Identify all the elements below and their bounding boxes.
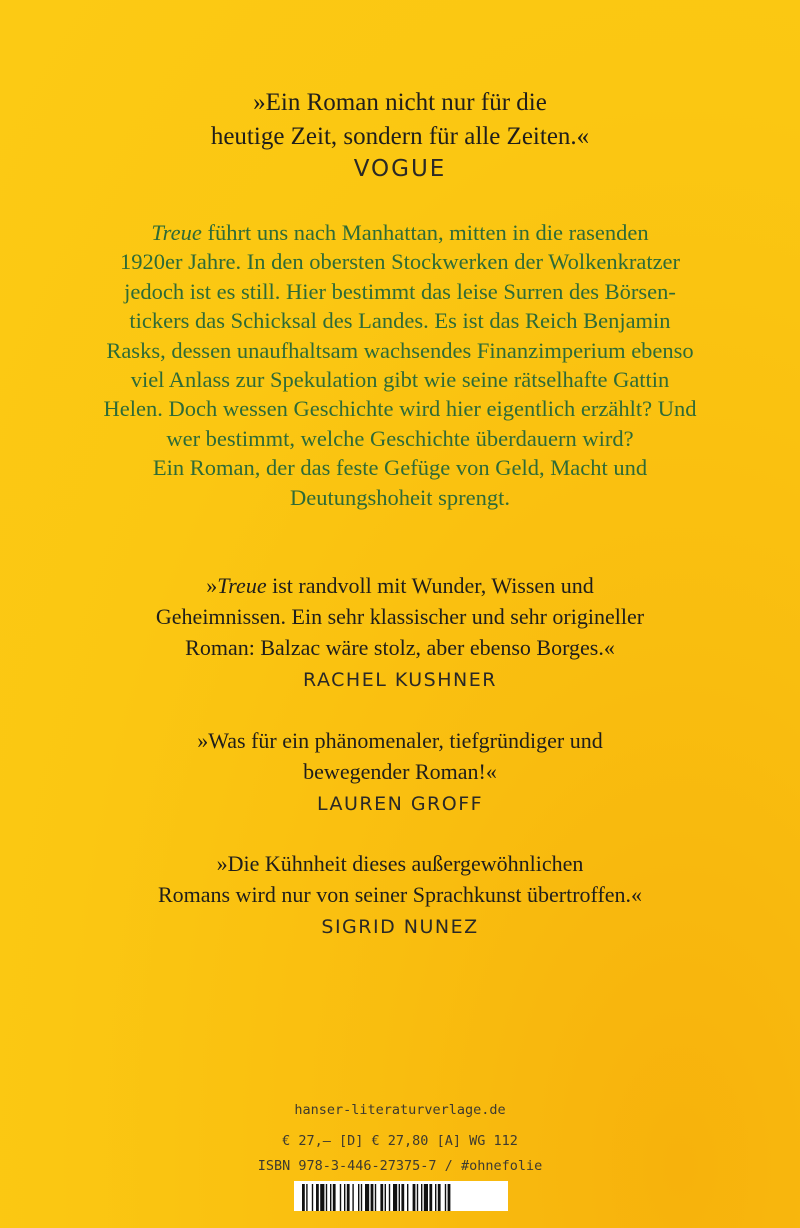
barcode — [294, 1181, 508, 1211]
barcode-bar — [417, 1184, 418, 1211]
blurb-title-word: Treue — [151, 220, 202, 245]
quote-text — [0, 725, 800, 787]
barcode-bar — [316, 1184, 319, 1211]
quote-nunez — [0, 848, 800, 938]
barcode-bar — [358, 1184, 359, 1211]
quote-groff — [0, 725, 800, 815]
quote-text — [0, 848, 800, 910]
barcode-bar — [371, 1184, 374, 1211]
barcode-bar — [306, 1184, 307, 1211]
blurb-line: Ein Roman, der das feste Gefüge von Geld, Macht und — [152, 455, 648, 481]
quote-title-word: Treue — [217, 573, 267, 598]
blurb-line: viel Anlass zur Spekulation gibt wie seine rätselhafte Gattin — [130, 367, 670, 393]
barcode-bar — [340, 1184, 341, 1211]
quote-line: Geheimnissen. Ein sehr klassischer und sehr origineller — [155, 604, 645, 629]
quote-first-line-rest: ist randvoll mit Wunder, Wissen und — [266, 573, 594, 598]
quote-source: RACHEL KUSHNER — [303, 669, 497, 691]
barcode-bar — [445, 1184, 446, 1211]
top-quote-source: VOGUE — [353, 156, 447, 182]
barcode-bar — [401, 1184, 404, 1211]
barcode-bar — [361, 1184, 362, 1211]
blurb-line: 1920er Jahre. In den obersten Stockwerken der Wolkenkratzer — [119, 249, 681, 275]
barcode-bar — [424, 1184, 428, 1211]
barcode-bar — [448, 1184, 451, 1211]
blurb-line: Helen. Doch wessen Geschichte wird hier eigentlich erzählt? Und — [103, 396, 697, 422]
blurb-line — [0, 218, 800, 247]
barcode-graphic — [294, 1181, 508, 1211]
barcode-bar — [344, 1184, 345, 1211]
top-quote-line: »Ein Roman nicht nur für die — [253, 89, 547, 116]
quote-open-mark: » — [206, 573, 218, 598]
barcode-bar — [375, 1184, 376, 1211]
barcode-bar — [435, 1184, 436, 1211]
barcode-bar — [333, 1184, 336, 1211]
quote-text — [0, 570, 800, 663]
blurb-line: wer bestimmt, welche Geschichte überdauern wird? — [166, 425, 634, 451]
barcode-bar — [389, 1184, 390, 1211]
barcode-bar — [413, 1184, 416, 1211]
blurb-line: jedoch ist es still. Hier bestimmt das leise Surren des Börsen- — [124, 278, 676, 304]
barcode-bar — [347, 1184, 350, 1211]
blurb — [0, 218, 800, 512]
quote-kushner — [0, 570, 800, 691]
barcode-bar — [407, 1184, 408, 1211]
publisher-info — [0, 1098, 800, 1179]
barcode-bar — [365, 1184, 369, 1211]
barcode-bar — [393, 1184, 397, 1211]
quote-line: bewegender Roman!« — [303, 759, 497, 784]
quote-line: Romans wird nur von seiner Sprachkunst übertroffen.« — [157, 882, 643, 907]
barcode-bar — [429, 1184, 432, 1211]
blurb-line: tickers das Schicksal des Landes. Es ist das Reich Benjamin — [129, 308, 671, 334]
quote-line: »Was für ein phänomenaler, tiefgründiger und — [197, 728, 603, 753]
top-quote-text — [0, 86, 800, 154]
blurb-line: Deutungshoheit sprengt. — [290, 484, 510, 510]
quote-line — [0, 570, 800, 601]
barcode-bar — [312, 1184, 313, 1211]
barcode-bar — [320, 1184, 324, 1211]
quote-source: LAUREN GROFF — [316, 793, 484, 815]
blurb-line: Rasks, dessen unaufhaltsam wachsendes Finanzimperium ebenso — [106, 337, 694, 363]
top-quote-line: heutige Zeit, sondern für alle Zeiten.« — [210, 123, 590, 150]
barcode-bar — [330, 1184, 331, 1211]
price-line: € 27,– [D] € 27,80 [A] WG 112 — [282, 1133, 518, 1149]
barcode-bar — [438, 1184, 441, 1211]
top-quote — [0, 86, 800, 182]
barcode-bar — [302, 1184, 305, 1211]
quote-source: SIGRID NUNEZ — [321, 916, 479, 938]
isbn-line: ISBN 978-3-446-27375-7 / #ohnefolie — [257, 1158, 543, 1174]
quote-line: Roman: Balzac wäre stolz, aber ebenso Borges.« — [185, 635, 615, 660]
barcode-bar — [326, 1184, 327, 1211]
quote-line: »Die Kühnheit dieses außergewöhnlichen — [216, 851, 584, 876]
barcode-bar — [385, 1184, 386, 1211]
blurb-first-line-rest: führt uns nach Manhattan, mitten in die rasenden — [201, 220, 649, 245]
publisher-website: hanser-literaturverlage.de — [294, 1102, 506, 1118]
barcode-bar — [421, 1184, 422, 1211]
barcode-bar — [399, 1184, 400, 1211]
barcode-bar — [380, 1184, 383, 1211]
barcode-bar — [352, 1184, 353, 1211]
